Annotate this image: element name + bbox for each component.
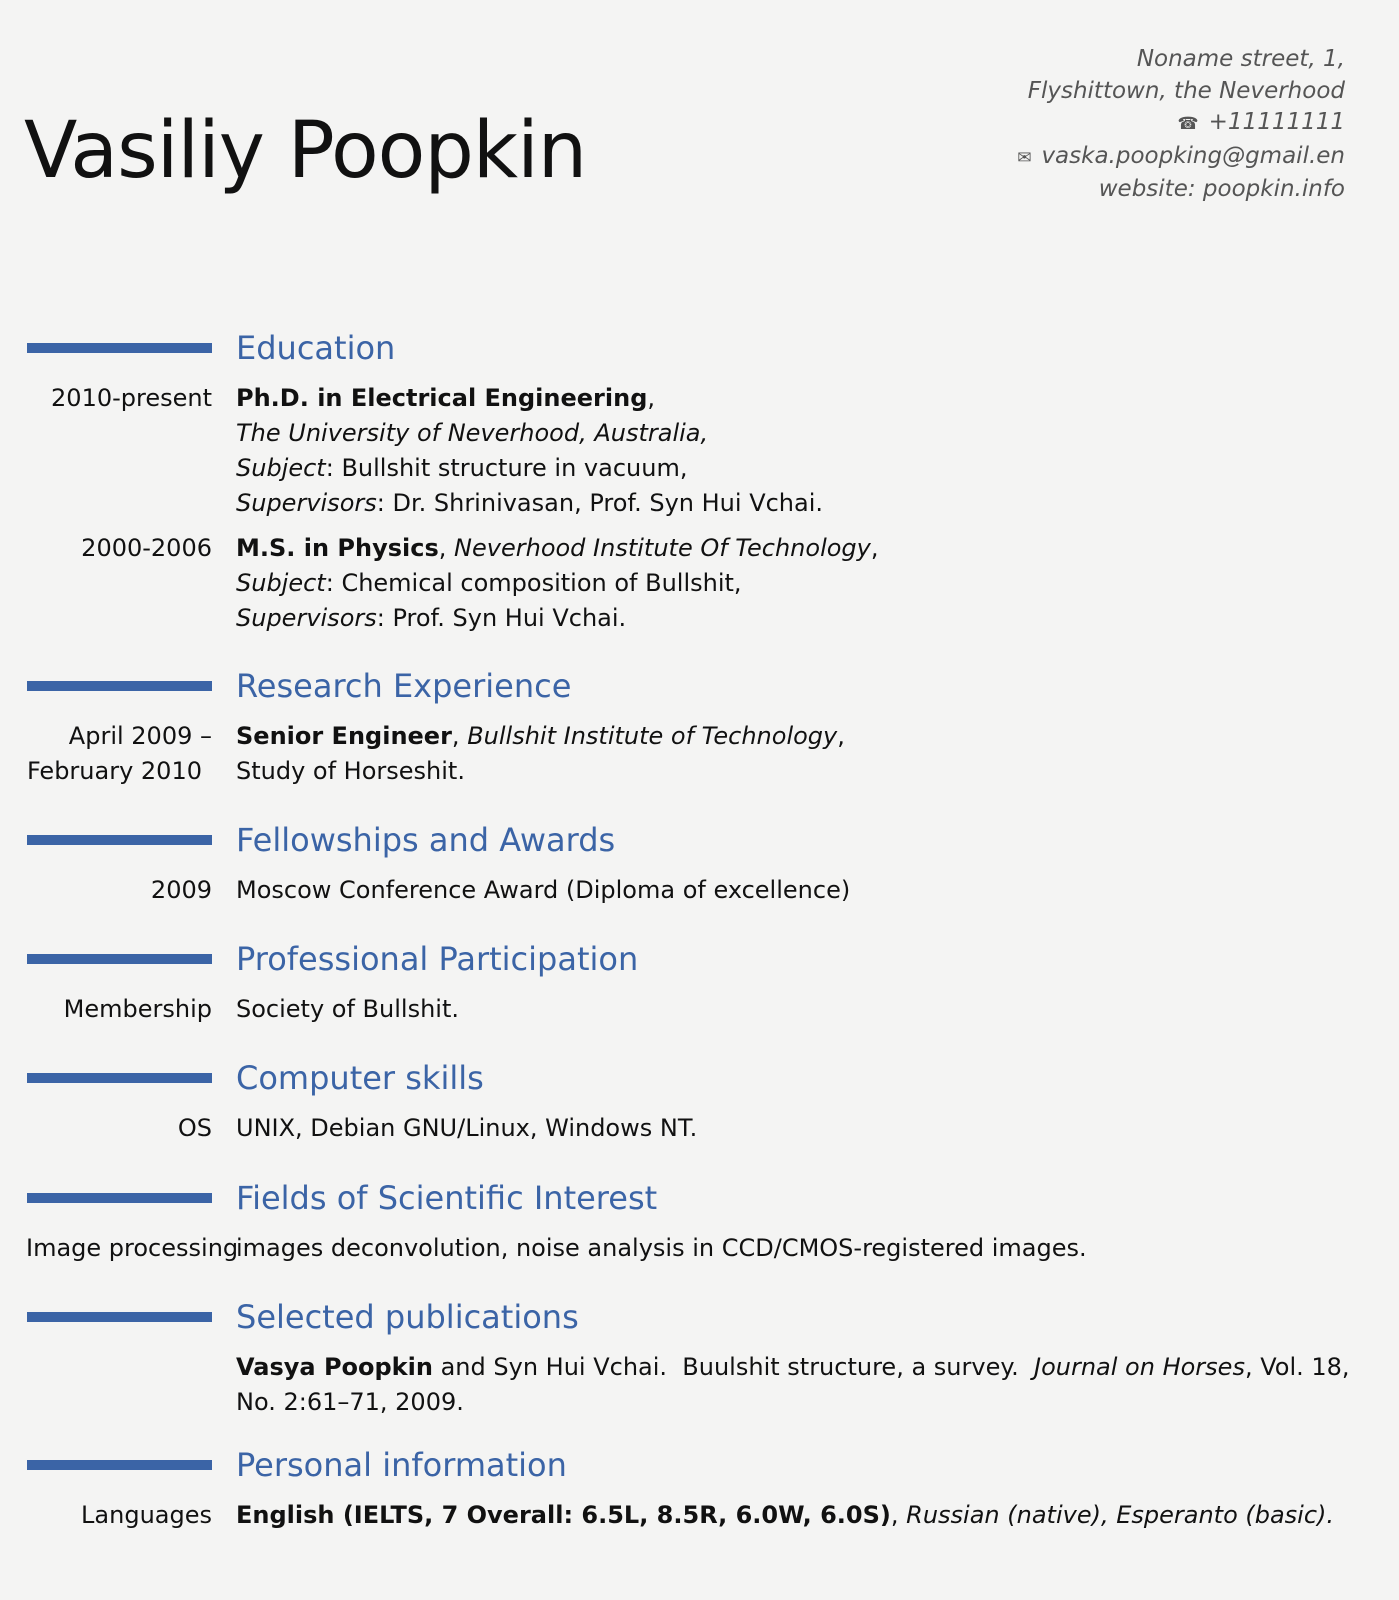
research-entry (0, 719, 1399, 789)
skills-entry (0, 1111, 1399, 1146)
section-header (0, 1058, 1399, 1098)
subject-label: Subject (236, 569, 326, 597)
section-personal (0, 1445, 1399, 1533)
entry-body (236, 873, 1356, 908)
entry-body: M.S. in Physics, Neverhood Institute Of Technology, Subject: Chemical composition of Bullshit, Supervisors: Prof. Syn Hui Vchai. (236, 534, 879, 632)
interest-entry (0, 1231, 1399, 1266)
publication-author: Vasya Poopkin (236, 1353, 433, 1381)
entry-date (0, 719, 212, 789)
phone-icon: ☎ (1177, 114, 1199, 134)
entry-label: Languages (81, 1501, 212, 1529)
section-bar (27, 343, 212, 353)
address-line-1: Noname street, 1, (1136, 46, 1345, 72)
award-entry (0, 873, 1399, 908)
skills-text: UNIX, Debian GNU/Linux, Windows NT. (236, 1114, 698, 1142)
section-bar (27, 1460, 212, 1470)
website-link[interactable]: website: poopkin.info (1098, 176, 1345, 202)
entry-date: 2000-2006 (81, 534, 212, 562)
section-interests (0, 1178, 1399, 1266)
subject: Bullshit structure in vacuum, (341, 454, 688, 482)
education-entry (0, 531, 1399, 636)
section-header (0, 1297, 1399, 1337)
email-address[interactable]: vaska.poopking@gmail.en (1041, 142, 1345, 169)
entry-label: OS (177, 1114, 212, 1142)
section-publications (0, 1297, 1399, 1420)
entry-body (236, 992, 1356, 1027)
subject-label: Subject (236, 454, 326, 482)
section-title: Personal information (236, 1446, 567, 1484)
supervisors: Prof. Syn Hui Vchai. (392, 604, 627, 632)
section-header (0, 1178, 1399, 1218)
section-title: Fellowships and Awards (236, 821, 616, 859)
section-header (0, 1445, 1399, 1485)
degree: M.S. in Physics (236, 534, 439, 562)
section-title: Selected publications (236, 1298, 579, 1336)
publication-volume: , Vol. 18, (1244, 1353, 1350, 1381)
entry-body (236, 1350, 1356, 1420)
publication-title: and Syn Hui Vchai. Buulshit structure, a survey. (432, 1353, 1034, 1381)
section-participation (0, 939, 1399, 1027)
degree: Ph.D. in Electrical Engineering (236, 384, 648, 412)
language-others: Russian (native), Esperanto (basic). (906, 1501, 1335, 1529)
section-bar (27, 681, 212, 691)
institution: Neverhood Institute Of Technology (454, 534, 871, 562)
section-header (0, 939, 1399, 979)
envelope-icon: ✉ (1017, 147, 1032, 168)
supervisors-label: Supervisors (236, 489, 377, 517)
publication-journal: Journal on Horses (1034, 1353, 1245, 1381)
entry-body: English (IELTS, 7 Overall: 6.5L, 8.5R, 6.0W, 6.0S), Russian (native), Esperanto (basic). (236, 1501, 1335, 1529)
section-header (0, 666, 1399, 706)
section-title: Fields of Scientific Interest (236, 1179, 658, 1217)
entry-date: 2009 (150, 876, 212, 904)
section-header (0, 820, 1399, 860)
entry-date: 2010-present (51, 384, 212, 412)
languages-entry (0, 1498, 1399, 1533)
section-education (0, 328, 1399, 636)
entry-label: Membership (63, 995, 212, 1023)
award-text: Moscow Conference Award (Diploma of excellence) (236, 876, 851, 904)
email-row[interactable] (1017, 141, 1345, 175)
section-header (0, 328, 1399, 368)
phone-number: +11111111 (1208, 109, 1345, 135)
section-title: Computer skills (236, 1059, 484, 1097)
section-bar (27, 1193, 212, 1203)
section-research (0, 666, 1399, 789)
participation-text: Society of Bullshit. (236, 995, 459, 1023)
address-line-2: Flyshittown, the Neverhood (1027, 77, 1345, 104)
section-bar (27, 1312, 212, 1322)
entry-body: Ph.D. in Electrical Engineering, The University of Neverhood, Australia, Subject: Bullshit structure in vacuum, Supervisors: Dr. Shrinivasan, Prof. Syn Hui Vchai. (236, 384, 824, 517)
section-bar (27, 1073, 212, 1083)
phone-row (1017, 107, 1345, 141)
section-title: Education (236, 329, 396, 367)
entry-body (236, 1111, 1356, 1146)
description: Study of Horseshit. (236, 757, 465, 785)
interest-text: images deconvolution, noise analysis in CCD/CMOS-registered images. (236, 1234, 1087, 1262)
publication-entry (0, 1350, 1399, 1420)
section-skills (0, 1058, 1399, 1146)
entry-body: Senior Engineer, Bullshit Institute of Technology, Study of Horseshit. (236, 719, 1356, 789)
entry-body (236, 1231, 1356, 1266)
date-end: February 2010 (26, 757, 202, 785)
contact-block (1017, 44, 1345, 206)
publication-issue: No. 2:61–71, 2009. (236, 1388, 464, 1416)
education-entry (0, 381, 1399, 521)
supervisors-label: Supervisors (236, 604, 377, 632)
position: Senior Engineer (236, 722, 452, 750)
institution: Bullshit Institute of Technology (467, 722, 838, 750)
person-name: Vasiliy Poopkin (24, 106, 587, 196)
participation-entry (0, 992, 1399, 1027)
section-title: Professional Participation (236, 940, 639, 978)
section-title: Research Experience (236, 667, 572, 705)
institution: The University of Neverhood, Australia (236, 419, 701, 447)
subject: Chemical composition of Bullshit, (341, 569, 742, 597)
section-bar (27, 954, 212, 964)
section-awards (0, 820, 1399, 908)
section-bar (27, 835, 212, 845)
date-start: April 2009 – (68, 722, 212, 750)
language-primary: English (IELTS, 7 Overall: 6.5L, 8.5R, 6.0W, 6.0S) (236, 1501, 891, 1529)
entry-label: Image processing (26, 1234, 239, 1262)
supervisors: Dr. Shrinivasan, Prof. Syn Hui Vchai. (392, 489, 824, 517)
